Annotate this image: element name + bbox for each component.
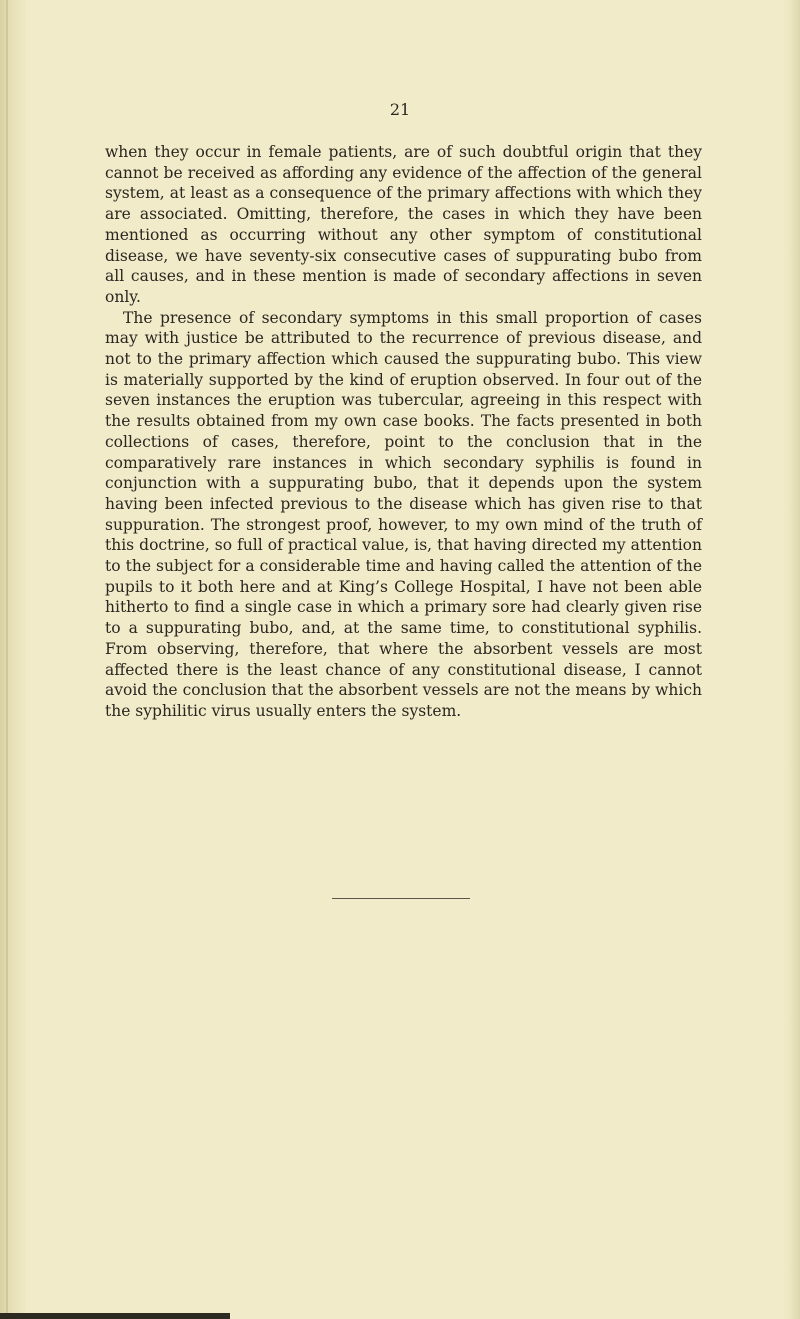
- section-divider-rule: [332, 898, 470, 899]
- binding-edge-line: [6, 0, 8, 1319]
- binding-gutter: [0, 0, 26, 1319]
- scan-edge-bar: [0, 1313, 230, 1319]
- body-text: [105, 142, 702, 722]
- page-right-edge: [784, 0, 800, 1319]
- paragraph-1: when they occur in female patients, are of such doubtful origin that they cannot be received as affording any evidence of the affection of the general system, at least as a consequence of the primary affections with which they are associated. Omitting, therefore, the cases in which they have been mentioned as occurring without any other symptom of constitutional disease, we have seventy-six consecutive cases of suppurating bubo from all causes, and in these mention is made of secondary affections in seven only.: [105, 143, 702, 306]
- page-number: 21: [389, 100, 411, 119]
- paragraph-2: The presence of secondary symptoms in this small proportion of cases may with justice be attributed to the recurrence of previous disease, and not to the primary affection which caused the suppurating bubo. This view is materially supported by the kind of eruption observed. In four out of the seven instances the eruption was tubercular, agreeing in this respect with the results obtained from my own case books. The facts presented in both collections of cases, therefore, point to the conclusion that in the comparatively rare instances in which secondary syphilis is found in conjunction with a suppurating bubo, that it depends upon the system having been infected previous to the disease which has given rise to that suppuration. The strongest proof, however, to my own mind of the truth of this doctrine, so full of practical value, is, that having directed my attention to the subject for a considerable time and having called the attention of the pupils to it both here and at King’s College Hospital, I have not been able hitherto to find a single case in which a primary sore had clearly given rise to a suppurating bubo, and, at the same time, to constitutional syphilis. From observing, therefore, that where the absorbent vessels are most affected there is the least chance of any constitutional disease, I cannot avoid the conclusion that the absorbent vessels are not the means by which the syphilitic virus usually enters the system.: [105, 308, 702, 720]
